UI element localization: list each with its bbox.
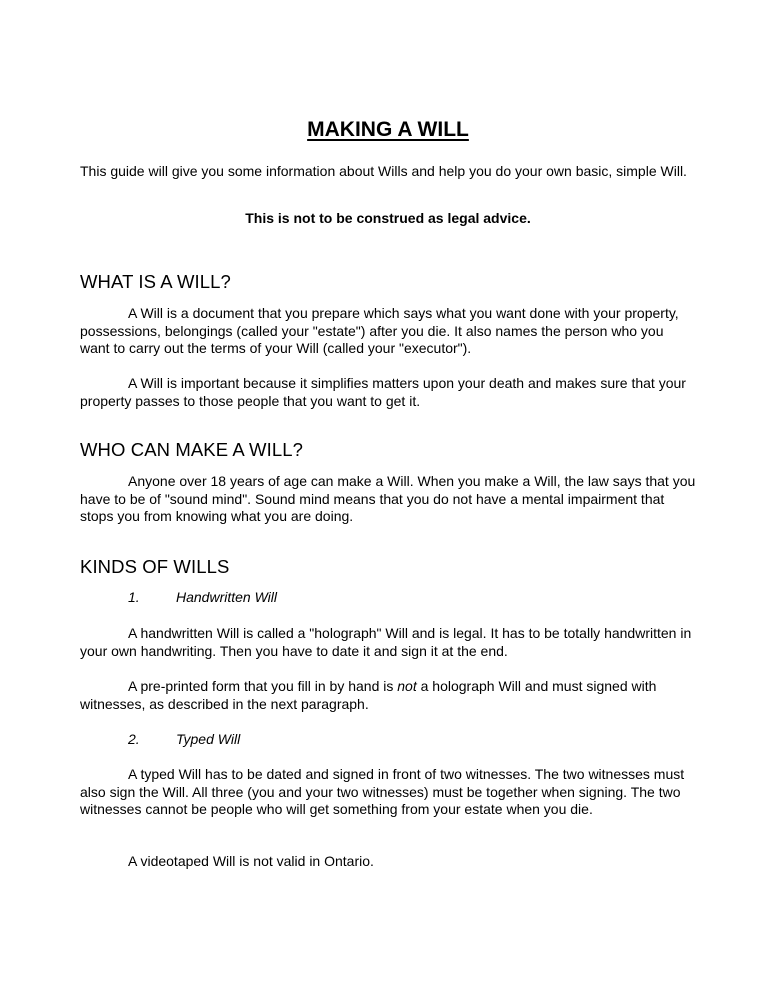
section-paragraph: A handwritten Will is called a "holograph" Will and is legal. It has to be totally handwritten in your own handwriting. Then you have to date it and sign it at the end. (80, 625, 692, 659)
section-heading-kinds-of-wills: KINDS OF WILLS (80, 556, 230, 577)
section-paragraph: A Will is a document that you prepare which says what you want done with your property, possessions, belongings (called your "estate") after you die. It also names the person who you want to carry out the terms of your Will (called your "executor"). (80, 305, 679, 356)
section-heading-what-is-a-will: WHAT IS A WILL? (80, 271, 231, 292)
subsection-title: Typed Will (176, 731, 241, 747)
emphasis-before: A pre-printed form that you fill in by hand is (128, 678, 398, 694)
emphasis-word: not (397, 678, 417, 694)
disclaimer: This is not to be construed as legal advice. (245, 210, 531, 226)
subsection-heading-typed-will (128, 731, 240, 748)
section-paragraph: Anyone over 18 years of age can make a Will. When you make a Will, the law says that you have to be of "sound mind". Sound mind means that you do not have a mental impairment that stops you from knowing what you are doing. (80, 473, 696, 524)
intro-paragraph: This guide will give you some information about Wills and help you do your own basic, simple Will. (80, 163, 687, 179)
subsection-number: 2. (128, 731, 140, 747)
section-heading-who-can-make-a-will: WHO CAN MAKE A WILL? (80, 439, 304, 460)
emphasis-after: a holograph Will and must signed with witnesses, as described in the next paragraph. (80, 678, 657, 712)
section-paragraph-emphasis (80, 678, 696, 713)
subsection-title: Handwritten Will (176, 589, 278, 605)
section-paragraph: A typed Will has to be dated and signed in front of two witnesses. The two witnesses must also sign the Will. All three (you and your two witnesses) must be together when signing. The two witnesses cannot be people who will get something from your estate when you die. (80, 766, 685, 817)
document-title: MAKING A WILL (307, 118, 469, 141)
section-paragraph: A videotaped Will is not valid in Ontario. (128, 853, 374, 869)
subsection-heading-handwritten-will (128, 589, 277, 606)
section-paragraph: A Will is important because it simplifies matters upon your death and makes sure that your property passes to those people that you want to get it. (80, 375, 686, 409)
subsection-number: 1. (128, 589, 140, 605)
